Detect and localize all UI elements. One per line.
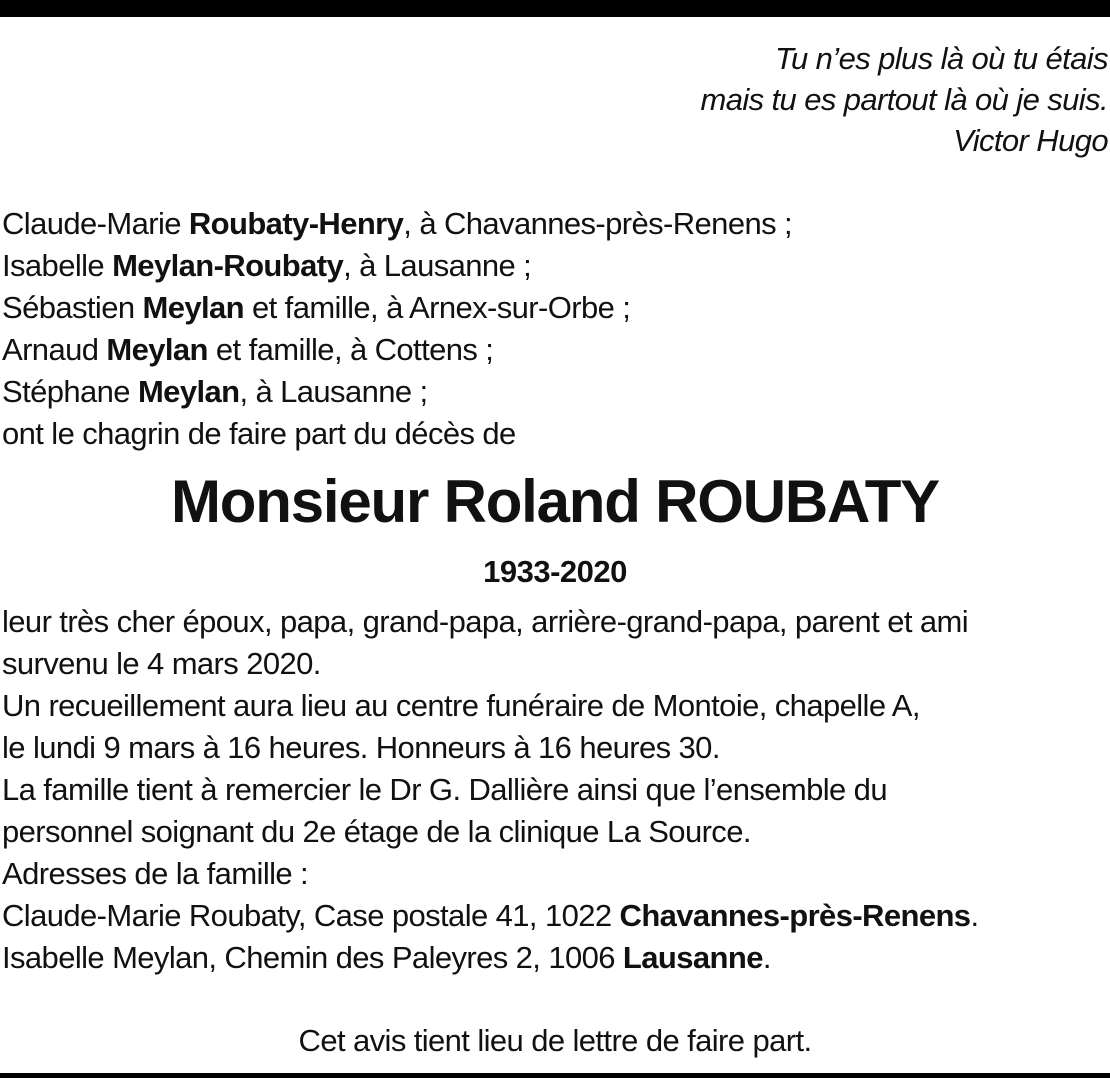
family-member: Stéphane Meylan, à Lausanne ;	[2, 374, 428, 409]
family-member: Claude-Marie Roubaty-Henry, à Chavannes-près-Renens ;	[2, 206, 793, 241]
family-member: Isabelle Meylan-Roubaty, à Lausanne ;	[2, 248, 532, 283]
body-line: Un recueillement aura lieu au centre funéraire de Montoie, chapelle A,	[2, 688, 920, 723]
body-line: Adresses de la famille :	[2, 856, 309, 891]
family-surname: Meylan	[106, 332, 208, 367]
family-surname: Roubaty-Henry	[188, 206, 404, 241]
address-city: Lausanne	[622, 940, 763, 975]
family-member: Sébastien Meylan et famille, à Arnex-sur-Orbe ;	[2, 290, 631, 325]
family-list	[2, 203, 792, 455]
body-line: le lundi 9 mars à 16 heures. Honneurs à 16 heures 30.	[2, 730, 720, 765]
family-surname: Meylan-Roubaty	[112, 248, 344, 283]
body-line: leur très cher époux, papa, grand-papa, arrière-grand-papa, parent et ami	[2, 604, 969, 639]
epigraph-quote	[408, 38, 1108, 161]
address-line: Claude-Marie Roubaty, Case postale 41, 1022 Chavannes-près-Renens.	[2, 898, 979, 933]
closing-note: Cet avis tient lieu de lettre de faire part.	[298, 1023, 812, 1058]
body-line: La famille tient à remercier le Dr G. Dallière ainsi que l’ensemble du	[2, 772, 887, 807]
deceased-name: Monsieur Roland ROUBATY	[171, 468, 939, 535]
announcement-line: ont le chagrin de faire part du décès de	[2, 416, 516, 451]
body-line: survenu le 4 mars 2020.	[2, 646, 321, 681]
family-surname: Meylan	[137, 374, 240, 409]
epigraph-author: Victor Hugo	[953, 123, 1108, 158]
address-city: Chavannes-près-Renens	[619, 898, 971, 933]
epigraph-line-2: mais tu es partout là où je suis.	[700, 82, 1108, 117]
deceased-years: 1933-2020	[483, 554, 627, 589]
bottom-border-rule	[0, 1073, 1110, 1078]
top-border-rule	[0, 0, 1110, 17]
notice-body	[2, 601, 978, 979]
epigraph-line-1: Tu n’es plus là où tu étais	[774, 41, 1108, 76]
address-line: Isabelle Meylan, Chemin des Paleyres 2, 1006 Lausanne.	[2, 940, 771, 975]
family-member: Arnaud Meylan et famille, à Cottens ;	[2, 332, 494, 367]
family-surname: Meylan	[142, 290, 244, 325]
body-line: personnel soignant du 2e étage de la clinique La Source.	[2, 814, 751, 849]
